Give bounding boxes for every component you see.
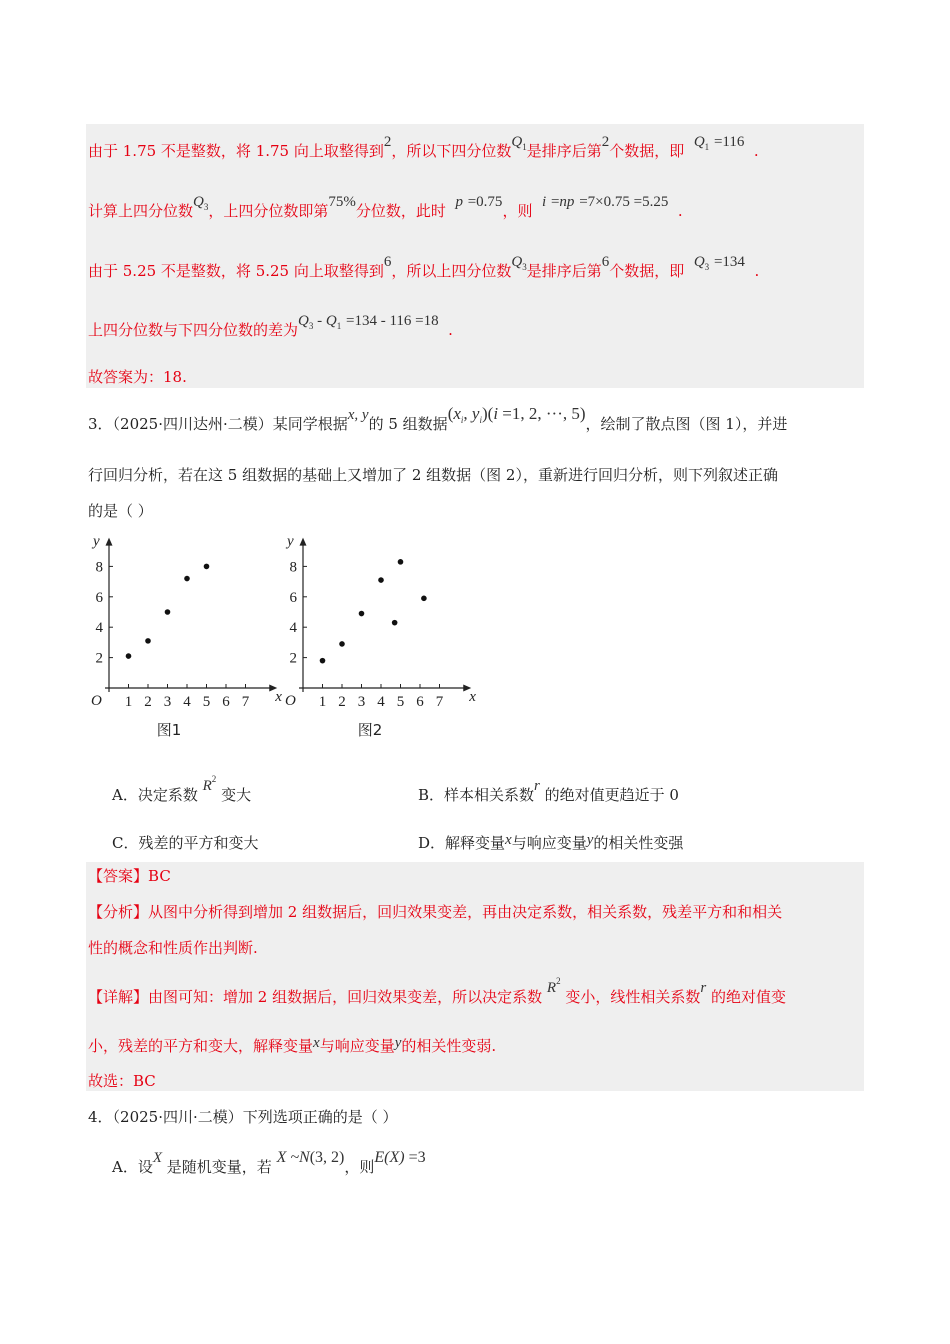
data-point (184, 576, 190, 582)
x-tick-label: 1 (124, 694, 133, 710)
solution-line-1: 由于 1.75 不是整数，将 1.75 向上取整得到2，所以下四分位数$Q_1$是排序后第2个数据，即 $Q_1 =116$ . (88, 134, 759, 160)
x-tick-label: 1 (318, 694, 327, 710)
question-4-option-a: A．设X 是随机变量，若 X ~N(3, 2)，则E(X) =3 (112, 1149, 426, 1176)
solution-line-4: 上四分位数与下四分位数的差为$Q_3 - Q_1 =134 - 116 =18$ . (88, 313, 453, 339)
data-point (421, 596, 427, 602)
x-axis-label: x (469, 689, 476, 705)
option-b: B．样本相关系数r 的绝对值更趋近于 0 (418, 778, 679, 804)
detail-line-1: 【详解】由图可知：增加 2 组数据后，回归效果变差，所以决定系数 $R^2$ 变小，线性相关系数r 的绝对值变 (88, 976, 786, 1006)
scatter-figure-1 (86, 530, 282, 745)
solution-line-3: 由于 5.25 不是整数，将 5.25 向上取整得到6，所以上四分位数$Q_3$是排序后第6个数据，即 $Q_3 =134$ . (88, 254, 760, 280)
data-point (378, 577, 384, 583)
data-point (165, 609, 171, 615)
question-3-line-3: 的是（ ） (88, 502, 153, 520)
x-axis-label: x (275, 689, 282, 705)
y-tick-label: 2 (95, 650, 103, 667)
detail-line-2: 小，残差的平方和变大，解释变量x与响应变量y的相关性变弱. (88, 1035, 497, 1055)
y-axis-label: y (93, 533, 100, 550)
x-tick-label: 4 (183, 694, 191, 710)
y-tick-label: 6 (289, 589, 297, 606)
answer-line: 【答案】BC (88, 867, 171, 885)
figure-caption: 图1 (156, 721, 182, 739)
origin-label: O (285, 693, 296, 709)
data-point (145, 638, 151, 644)
scatter-figure-2 (280, 530, 475, 745)
x-tick-label: 5 (202, 694, 211, 710)
x-tick-label: 4 (377, 694, 385, 710)
x-tick-label: 6 (222, 694, 230, 710)
option-c: C．残差的平方和变大 (112, 834, 259, 852)
y-tick-label: 4 (95, 620, 103, 637)
x-tick-label: 5 (396, 694, 405, 710)
x-tick-label: 2 (338, 694, 346, 710)
data-point (359, 611, 365, 617)
question-3-line-2: 行回归分析，若在这 5 组数据的基础上又增加了 2 组数据（图 2），重新进行回归分析，则下列叙述正确 (88, 466, 778, 484)
option-a: A．决定系数 $R^2$ 变大 (112, 774, 252, 804)
y-tick-label: 2 (289, 650, 297, 667)
option-d: D．解释变量x与响应变量y的相关性变强 (418, 832, 684, 852)
solution-line-2: 计算上四分位数$Q_3$，上四分位数即第75%分位数，此时 p =0.75，则 i =np =7×0.75 =5.25 . (88, 194, 683, 220)
x-tick-label: 2 (144, 694, 152, 710)
x-tick-label: 7 (435, 694, 444, 710)
x-tick-label: 3 (357, 694, 366, 710)
y-tick-label: 6 (95, 589, 103, 606)
data-point (392, 620, 398, 626)
data-point (339, 641, 345, 647)
figure-caption: 图2 (357, 721, 383, 739)
y-axis-arrow (106, 538, 113, 546)
x-tick-label: 7 (241, 694, 250, 710)
y-axis-label: y (287, 533, 294, 550)
question-3-line-1: 3．（2025·四川达州·二模）某同学根据x, y的 5 组数据($x_i$, $y_i)(i =1$, 2, ···, 5)，绘制了散点图（图 1），并进 (88, 404, 788, 433)
question-4-line-1: 4．（2025·四川·二模）下列选项正确的是（ ） (88, 1108, 398, 1126)
y-tick-label: 8 (289, 559, 297, 576)
origin-label: O (91, 693, 102, 709)
final-answer-line: 故选：BC (88, 1072, 156, 1090)
x-tick-label: 6 (416, 694, 424, 710)
y-tick-label: 4 (289, 620, 297, 637)
y-axis-arrow (300, 538, 307, 546)
data-point (204, 564, 210, 570)
data-point (398, 559, 404, 565)
analysis-line-1: 【分析】从图中分析得到增加 2 组数据后，回归效果变差，再由决定系数，相关系数，残差平方和和相关 (88, 903, 783, 921)
y-tick-label: 8 (95, 559, 103, 576)
data-point (320, 658, 326, 664)
analysis-line-2: 性的概念和性质作出判断. (88, 939, 258, 957)
solution-line-5: 故答案为：18. (88, 368, 187, 386)
x-tick-label: 3 (163, 694, 172, 710)
solution-block-1 (86, 124, 864, 388)
data-point (126, 653, 132, 659)
